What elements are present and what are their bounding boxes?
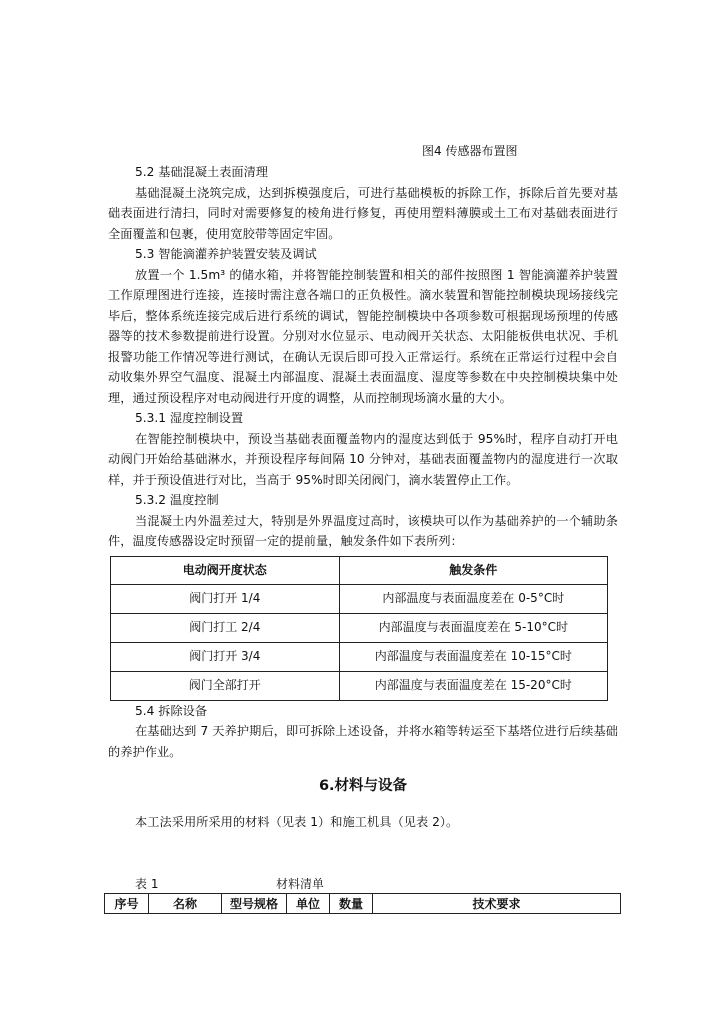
table-header-cell: 名称	[149, 894, 222, 914]
table-row	[111, 584, 608, 613]
table-header-cell: 触发条件	[339, 556, 607, 584]
valve-trigger-table	[110, 556, 608, 701]
materials-table	[104, 893, 621, 914]
section-5-3-1-text: 在智能控制模块中，预设当基础表面覆盖物内的湿度达到低于 95%时，程序自动打开电动阀门开始给基础淋水，并预设程序每间隔 10 分钟对，基础表面覆盖物内的湿度进行一次取样，并于预设值进行对比，当高于 95%时即关闭阀门，滴水装置停止工作。	[108, 431, 618, 487]
table-header-row	[105, 894, 621, 914]
section-5-2-heading: 5.2 基础混凝土表面清理	[135, 165, 268, 179]
table-header-row	[111, 556, 608, 584]
section-5-3-2-text: 当混凝土内外温差过大，特别是外界温度过高时，该模块可以作为基础养护的一个辅助条件，温度传感器设定时预留一定的提前量，触发条件如下表所列：	[108, 513, 618, 548]
table-cell: 内部温度与表面温度差在 15-20°C时	[339, 671, 607, 700]
table-header-cell: 型号规格	[222, 894, 287, 914]
section-6-text: 本工法采用所采用的材料（见表 1）和施工机具（见表 2）。	[135, 815, 459, 829]
table-row	[111, 671, 608, 700]
table-header-cell: 电动阀开度状态	[111, 556, 340, 584]
section-5-4-heading: 5.4 拆除设备	[135, 703, 208, 718]
table-header-cell: 单位	[287, 894, 330, 914]
section-5-4-text: 在基础达到 7 天养护期后，即可拆除上述设备，并将水箱等转运至下基塔位进行后续基础的养护作业。	[108, 724, 618, 759]
table-cell: 内部温度与表面温度差在 10-15°C时	[339, 642, 607, 671]
section-5-3-2-heading: 5.3.2 温度控制	[135, 493, 219, 507]
table-row	[111, 613, 608, 642]
table-cell: 内部温度与表面温度差在 5-10°C时	[339, 613, 607, 642]
document-body	[108, 162, 618, 833]
table-cell: 内部温度与表面温度差在 0-5°C时	[339, 584, 607, 613]
table-1-label: 表 1	[135, 877, 159, 891]
table-header-cell: 技术要求	[373, 894, 621, 914]
table-header-cell: 序号	[105, 894, 149, 914]
table-cell: 阀门打工 2/4	[111, 613, 340, 642]
table-header-cell: 数量	[330, 894, 373, 914]
section-5-2-text: 基础混凝土浇筑完成，达到拆模强度后，可进行基础模板的拆除工作，拆除后首先要对基础表面进行清扫，同时对需要修复的棱角进行修复，再使用塑料薄膜或土工布对基础表面进行全面覆盖和包裹，使用宽胶带等固定牢固。	[108, 185, 618, 241]
section-5-3-text: 放置一个 1.5m³ 的储水箱，并将智能控制装置和相关的部件按照图 1 智能滴灌养护装置工作原理图进行连接，连接时需注意各端口的正负极性。滴水装置和智能控制模块现场接线完毕后，整体系统连接完成后进行系统的调试，智能控制模块中各项参数可根据现场预埋的传感器等的技术参数提前进行设置。分别对水位显示、电动阀开关状态、太阳能板供电状况、手机报警功能工作情况等进行测试，在确认无误后即可投入正常运行。系统在正常运行过程中会自动收集外界空气温度、混凝土内部温度、混凝土表面温度、湿度等参数在中央控制模块集中处理，通过预设程序对电动阀进行开度的调整，从而控制现场滴水量的大小。	[108, 267, 618, 405]
section-5-3-heading: 5.3 智能滴灌养护装置安装及调试	[135, 247, 317, 261]
section-6-heading: 6.材料与设备	[318, 778, 408, 794]
figure-caption: 图4 传感器布置图	[422, 144, 518, 158]
table-cell: 阀门打开 3/4	[111, 642, 340, 671]
table-row	[111, 642, 608, 671]
table-1-title: 材料清单	[276, 877, 325, 891]
section-5-3-1-heading: 5.3.1 湿度控制设置	[135, 411, 244, 425]
table-cell: 阀门全部打开	[111, 671, 340, 700]
table-cell: 阀门打开 1/4	[111, 584, 340, 613]
